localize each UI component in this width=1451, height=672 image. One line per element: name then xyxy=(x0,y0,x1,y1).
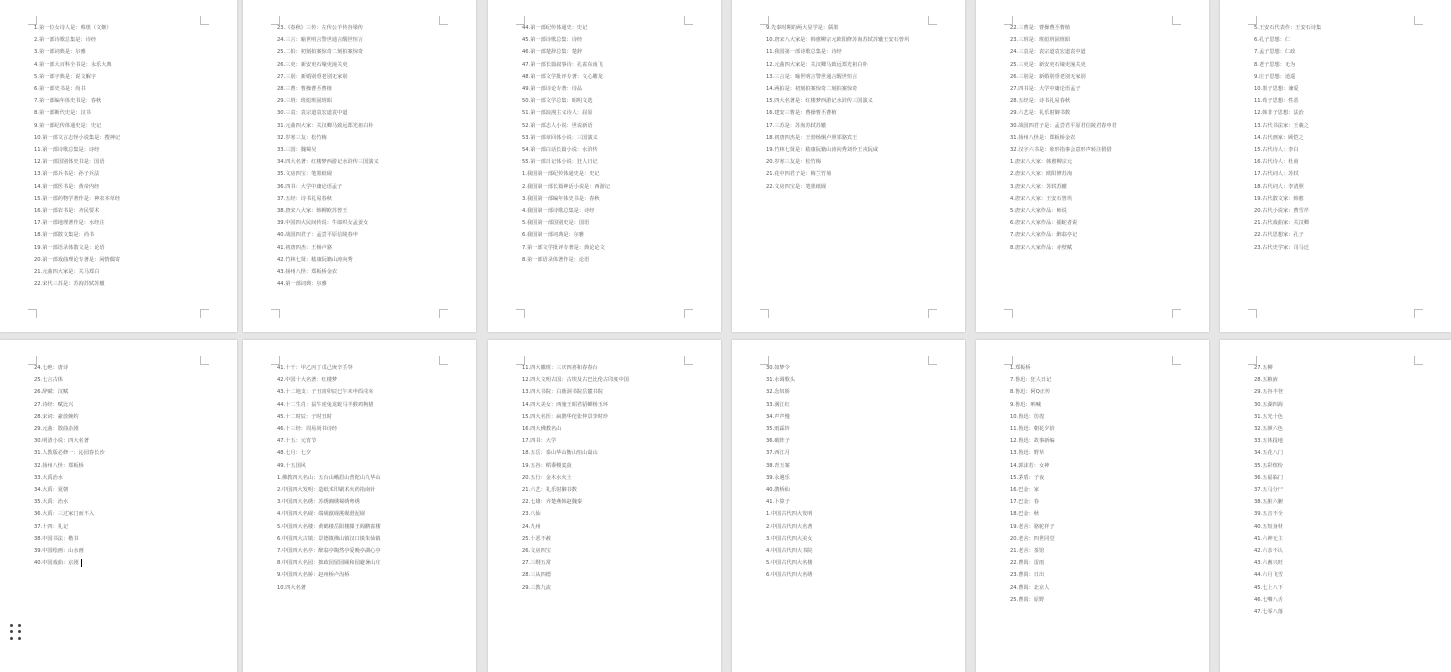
text-line: 2.我国第一部长篇神话小说是：西游记 xyxy=(522,183,610,190)
text-line: 32.岁寒三友：松竹梅 xyxy=(277,134,327,141)
text-line: 8.第一部语录体著作是：论语 xyxy=(522,256,590,263)
text-line: 11.四大徽班：三庆四喜和春春台 xyxy=(522,365,598,371)
text-line: 32.念奴娇 xyxy=(766,389,790,396)
text-line: 45.十二时辰：子时丑时 xyxy=(277,413,332,420)
text-line: 40.战国四君子：孟尝平原信陵春申 xyxy=(277,232,358,239)
text-line: 8.中国四大名园：拙政园留园颐和园避暑山庄 xyxy=(277,560,381,567)
text-line: 35.大禹：治水 xyxy=(34,499,69,506)
text-line: 18.初唐四杰是：王勃杨炯卢照邻骆宾王 xyxy=(766,134,858,141)
text-line: 13.四大书院：白鹿洞书院岳麓书院 xyxy=(522,389,603,396)
text-line: 36.破阵子 xyxy=(766,438,790,445)
text-line: 27.三别：新婚别垂老别无家别 xyxy=(277,73,348,80)
text-line: 38.中国书法：楷书 xyxy=(34,535,79,542)
text-line: 25.七言古体 xyxy=(34,377,63,384)
text-line: 20.岁寒三友是：松竹梅 xyxy=(766,159,821,166)
text-line: 3.中国四大名绣：苏绣湘绣蜀绣粤绣 xyxy=(277,499,360,506)
text-line: 15.四大名著是：红楼梦西游记水浒传三国演义 xyxy=(766,98,873,105)
crop-mark xyxy=(684,309,693,318)
text-line: 12.四大文明古国：古埃及古巴比伦古印度中国 xyxy=(522,377,629,384)
crop-mark xyxy=(1172,309,1181,318)
text-line: 44.第一部词典：尔雅 xyxy=(277,281,327,288)
page-text[interactable] xyxy=(522,362,695,594)
text-line: 3.我国第一部编年体史书是：春秋 xyxy=(522,195,600,202)
text-line: 15.四大名医：扁鹊华佗张仲景李时珍 xyxy=(522,413,609,420)
text-line: 37.五经：诗书礼易春秋 xyxy=(277,195,332,202)
text-line: 39.中国四大民间传说：牛郎织女孟姜女 xyxy=(277,220,369,227)
text-line: 37.西江月 xyxy=(766,450,790,457)
text-line: 44.第一部纪传体通史：史记 xyxy=(522,25,588,31)
text-line: 18.第一部散文集是：尚书 xyxy=(34,232,95,239)
text-line: 23.曹禺：日出 xyxy=(1010,572,1045,579)
text-line: 6.我国第一部词典是：尔雅 xyxy=(522,232,585,239)
text-line: 50.第一部文学总集：昭明文选 xyxy=(522,98,593,105)
text-line: 17.四书：大学 xyxy=(522,438,557,445)
text-line: 19.竹林七贤是：嵇康阮籍山涛向秀刘伶王戎阮咸 xyxy=(766,147,879,154)
text-line: 24.七绝：唐诗 xyxy=(34,365,69,371)
text-line: 45.七上八下 xyxy=(1254,584,1283,591)
text-line: 10.鲁迅：彷徨 xyxy=(1010,413,1045,420)
text-line: 9.鲁迅：呐喊 xyxy=(1010,401,1041,408)
document-page-5[interactable] xyxy=(976,0,1209,332)
text-line: 7.鲁迅：狂人日记 xyxy=(1010,377,1052,384)
text-line: 27.四书是：大学中庸论语孟子 xyxy=(1010,86,1081,93)
crop-mark xyxy=(1414,309,1423,318)
text-line: 17.第一部地理著作是：水经注 xyxy=(34,220,105,227)
text-line: 2.第一部诗歌总集是：诗经 xyxy=(34,37,97,44)
text-line: 38.青玉案 xyxy=(766,462,790,469)
text-line: 43.十二地支：子丑寅卯辰巳午未申酉戌亥 xyxy=(277,389,374,396)
text-line: 20.第一部戏曲理论专著是：闲情偶寄 xyxy=(34,256,121,263)
text-line: 36.五福临门 xyxy=(1254,474,1283,481)
text-line: 13.古代书法家：王羲之 xyxy=(1254,122,1309,129)
text-line: 21.老舍：茶馆 xyxy=(1010,548,1045,555)
page-text[interactable] xyxy=(277,362,450,594)
text-line: 8.第一部断代史是：汉书 xyxy=(34,110,91,117)
text-line: 16.四大佛教名山 xyxy=(522,426,562,433)
text-line: 24.三言：喻世明言警世通言醒世恒言 xyxy=(277,37,364,44)
text-line: 10.墨子思想：兼爱 xyxy=(1254,86,1299,93)
text-line: 46.第一部楚辞总集：楚辞 xyxy=(522,49,583,56)
text-line: 30.三袁：袁宗道袁宏道袁中道 xyxy=(277,110,348,117)
text-line: 22.三曹是：曹操曹丕曹植 xyxy=(1010,25,1071,31)
text-line: 5.唐宋八大家作品：师说 xyxy=(1010,208,1067,215)
text-line: 4.我国第一部诗歌总集是：诗经 xyxy=(522,208,595,215)
text-line: 31.元曲四大家：关汉卿马致远郑光祖白朴 xyxy=(277,122,374,129)
text-line: 49.第一部诗论专著：诗品 xyxy=(522,86,583,93)
text-line: 18.五岳：泰山华山衡山恒山嵩山 xyxy=(522,450,598,457)
page-text[interactable] xyxy=(34,22,211,290)
text-line: 3.唐宋八大家：苏轼苏辙 xyxy=(1010,183,1067,190)
drag-dot xyxy=(10,624,13,627)
text-line: 27.三纲五常 xyxy=(522,560,551,567)
text-line: 29.六艺是：礼乐射御书数 xyxy=(1010,110,1071,117)
text-line: 5.中国古代四大名楼 xyxy=(766,560,813,567)
text-line: 53.第一部章回体小说：三国演义 xyxy=(522,134,598,141)
text-line: 37.十四：礼记 xyxy=(34,523,69,530)
text-line: 27.诗经：赋比兴 xyxy=(34,401,74,408)
text-line: 38.五脏六腑 xyxy=(1254,499,1283,506)
drag-dot xyxy=(10,630,13,633)
crop-mark xyxy=(1004,309,1013,318)
text-line: 12.元曲四大家是：关汉卿马致远郑光祖白朴 xyxy=(766,61,868,68)
text-line: 45.第一部诗歌总集：诗经 xyxy=(522,37,583,44)
drag-dot xyxy=(18,630,21,633)
text-line: 20.老舍：四世同堂 xyxy=(1010,535,1055,542)
text-line: 31.五光十色 xyxy=(1254,413,1283,420)
text-line: 42.竹林七贤：嵇康阮籍山涛向秀 xyxy=(277,256,353,263)
text-line: 12.第一部国别体史书是：国语 xyxy=(34,159,105,166)
text-line: 25.十恶不赦 xyxy=(522,535,551,542)
document-page-7[interactable] xyxy=(0,340,237,672)
text-line: 10.四大名著 xyxy=(277,584,306,591)
text-line: 5.第一部字典是：说文解字 xyxy=(34,73,97,80)
page-text[interactable] xyxy=(34,362,211,569)
text-line: 16.巴金：家 xyxy=(1010,487,1039,494)
document-page-10[interactable] xyxy=(732,340,965,672)
document-page-1[interactable] xyxy=(0,0,237,332)
crop-mark xyxy=(28,309,37,318)
text-line: 10.唐宋八大家是：韩愈柳宗元欧阳修苏洵苏轼苏辙王安石曾巩 xyxy=(766,37,910,44)
text-line: 46.十三经：周易尚书诗经 xyxy=(277,426,338,433)
text-line: 15.茅盾：子夜 xyxy=(1010,474,1045,481)
text-line: 41.六神无主 xyxy=(1254,535,1283,542)
text-line: 41.十干：甲乙丙丁戊己庚辛壬癸 xyxy=(277,365,353,371)
text-line: 1.中国古代四大发明 xyxy=(766,511,813,518)
text-cursor xyxy=(81,559,82,567)
text-line: 17.三苏是：苏洵苏轼苏辙 xyxy=(766,122,827,129)
text-line: 26.三吏：新安吏石壕吏潼关吏 xyxy=(277,61,348,68)
text-line: 19.老舍：骆驼祥子 xyxy=(1010,523,1055,530)
text-line: 44.十二生肖：鼠牛虎兔龙蛇马羊猴鸡狗猪 xyxy=(277,401,374,408)
text-line: 22.宋代三苏是：苏洵苏轼苏辙 xyxy=(34,281,105,288)
text-line: 3.中国古代四大美女 xyxy=(766,535,813,542)
text-line: 21.古代戏曲家：关汉卿 xyxy=(1254,220,1309,227)
text-line: 2.中国四大发明：造纸术印刷术火药指南针 xyxy=(277,487,376,494)
text-line: 19.五谷：稻黍稷麦菽 xyxy=(522,462,572,469)
text-line: 43.扬州八怪：郑板桥金农 xyxy=(277,269,338,276)
text-line: 32.扬州八怪：郑板桥 xyxy=(34,462,84,469)
text-line: 1.郑板桥 xyxy=(1010,365,1031,371)
text-line: 5.王安石代表作：王安石诗集 xyxy=(1254,25,1322,31)
text-line: 37.五马分尸 xyxy=(1254,487,1283,494)
text-line: 33.三国：魏蜀吴 xyxy=(277,147,317,154)
text-line: 30.明清小说：四大名著 xyxy=(34,438,89,445)
text-line: 8.唐宋八大家作品：赤壁赋 xyxy=(1010,244,1073,251)
text-line: 6.唐宋八大家作品：捕蛇者说 xyxy=(1010,220,1078,227)
text-line: 28.五经是：诗书礼易春秋 xyxy=(1010,98,1071,105)
page-text[interactable] xyxy=(1010,362,1183,606)
text-line: 12.鲁迅：故事新编 xyxy=(1010,438,1055,445)
text-line: 21.花中四君子是：梅兰竹菊 xyxy=(766,171,832,178)
text-line: 36.四书：大学中庸论语孟子 xyxy=(277,183,343,190)
text-line: 8.鲁迅：阿Q正传 xyxy=(1010,389,1051,396)
text-line: 42.六亲不认 xyxy=(1254,548,1283,555)
crop-mark xyxy=(1248,309,1257,318)
text-line: 13.三言是：喻世明言警世通言醒世恒言 xyxy=(766,73,858,80)
text-line: 25.三吏是：新安吏石壕吏潼关吏 xyxy=(1010,61,1086,68)
drag-handle-icon[interactable] xyxy=(10,624,22,640)
text-line: 7.唐宋八大家作品：醉翁亭记 xyxy=(1010,232,1078,239)
text-line: 49.十五国风 xyxy=(277,462,306,469)
text-line: 15.古代诗人：李白 xyxy=(1254,147,1299,154)
text-line: 29.五谷丰登 xyxy=(1254,389,1283,396)
text-line: 17.巴金：春 xyxy=(1010,499,1039,506)
text-line: 22.文房四宝是：笔墨纸砚 xyxy=(766,183,827,190)
text-line: 52.第一部志人小说：世说新语 xyxy=(522,122,593,129)
text-line: 11.我国第一部诗歌总集是：诗经 xyxy=(766,49,842,56)
document-page-2[interactable] xyxy=(243,0,476,332)
text-line: 28.宋词：豪放婉约 xyxy=(34,413,79,420)
text-line: 34.大禹：夏朝 xyxy=(34,487,69,494)
text-line: 33.大禹治水 xyxy=(34,474,63,481)
text-line: 29.元曲：散曲杂剧 xyxy=(34,426,79,433)
text-line: 42.中国十大名著：红楼梦 xyxy=(277,377,338,384)
text-line: 14.四大美女：西施王昭君貂蝉杨玉环 xyxy=(522,401,609,408)
drag-dot xyxy=(18,624,21,627)
text-line: 54.第一部白话长篇小说：水浒传 xyxy=(522,147,598,154)
text-line: 26.文房四宝 xyxy=(522,548,551,555)
text-line: 11.荀子思想：性恶 xyxy=(1254,98,1299,105)
text-line: 34.声声慢 xyxy=(766,413,790,420)
text-line: 11.鲁迅：朝花夕拾 xyxy=(1010,426,1055,433)
text-line: 35.雨霖铃 xyxy=(766,426,790,433)
text-line: 55.第一部日记体小说：狂人日记 xyxy=(522,159,598,166)
text-line: 26.三别是：新婚别垂老别无家别 xyxy=(1010,73,1086,80)
crop-mark xyxy=(760,309,769,318)
text-line: 18.古代词人：李清照 xyxy=(1254,183,1304,190)
text-line: 4.第一部大百科全书是：永乐大典 xyxy=(34,61,112,68)
text-line: 30.五湖四海 xyxy=(1254,401,1283,408)
text-line: 14.两拍是：初刻拍案惊奇二刻拍案惊奇 xyxy=(766,86,858,93)
document-page-11[interactable] xyxy=(976,340,1209,672)
text-line: 7.中国四大名亭：醉翁亭陶然亭爱晚亭湖心亭 xyxy=(277,548,381,555)
text-line: 20.五行：金木水火土 xyxy=(522,474,572,481)
page-text[interactable] xyxy=(277,22,450,290)
text-line: 40.中国戏曲：京剧 xyxy=(34,557,211,569)
text-line: 8.老子思想：无为 xyxy=(1254,61,1296,68)
text-line: 7.第一部编年体史书是：春秋 xyxy=(34,98,102,105)
text-line: 32.汉字六书是：象形指事会意形声转注假借 xyxy=(1010,147,1112,154)
text-line: 6.第一部史书是：尚书 xyxy=(34,86,86,93)
text-line: 26.辞赋：汉赋 xyxy=(34,389,69,396)
text-line: 27.五柳 xyxy=(1254,365,1273,371)
text-line: 28.五粮液 xyxy=(1254,377,1278,384)
text-line: 10.第一部文言志怪小说集是：搜神记 xyxy=(34,134,121,141)
crop-mark xyxy=(439,309,448,318)
text-line: 31.扬州八怪是：郑板桥金农 xyxy=(1010,134,1076,141)
text-line: 41.初唐四杰：王杨卢骆 xyxy=(277,244,332,251)
document-page-8[interactable] xyxy=(243,340,476,672)
text-line: 1.第一位女诗人是：蔡琰（文姬） xyxy=(34,25,112,31)
page-text[interactable] xyxy=(522,22,695,266)
text-line: 34.四大名著：红楼梦西游记水浒传三国演义 xyxy=(277,159,379,166)
crop-mark xyxy=(928,309,937,318)
text-line: 16.古代诗人：杜甫 xyxy=(1254,159,1299,166)
text-line: 47.七零八落 xyxy=(1254,609,1283,616)
document-page-9[interactable] xyxy=(488,340,721,672)
text-line: 23.《春秋》三传：左传公羊传谷梁传 xyxy=(277,25,364,31)
text-line: 31.水调歌头 xyxy=(766,377,795,384)
text-line: 15.第一部药物学著作是：神农本草经 xyxy=(34,195,121,202)
text-line: 47.十五：元宵节 xyxy=(277,438,317,445)
text-line: 1.我国第一部纪传体通史是：史记 xyxy=(522,171,600,178)
text-line: 22.七雄：齐楚燕韩赵魏秦 xyxy=(522,499,583,506)
text-line: 13.第一部兵书是：孙子兵法 xyxy=(34,171,100,178)
page-text[interactable] xyxy=(766,362,939,582)
page-text[interactable] xyxy=(1254,22,1425,254)
text-line: 33.满江红 xyxy=(766,401,790,408)
text-line: 5.我国第一部国别史是：国语 xyxy=(522,220,590,227)
text-line: 19.第一部语录体散文是：论语 xyxy=(34,244,105,251)
text-line: 44.六月飞雪 xyxy=(1254,572,1283,579)
text-line: 3.第一部词典是：尔雅 xyxy=(34,49,86,56)
text-line: 11.第一部诗歌总集是：诗经 xyxy=(34,147,100,154)
text-line: 25.二拍：初刻拍案惊奇二刻拍案惊奇 xyxy=(277,49,364,56)
crop-mark xyxy=(271,309,280,318)
text-line: 19.古代散文家：韩愈 xyxy=(1254,195,1304,202)
text-line: 9.中国四大名桥：赵州桥卢沟桥 xyxy=(277,572,350,579)
text-line: 21.元曲四大家是：关马郑白 xyxy=(34,269,100,276)
document-page-4[interactable] xyxy=(732,0,965,332)
text-line: 16.建安三曹是：曹操曹丕曹植 xyxy=(766,110,837,117)
text-line: 9.庄子思想：逍遥 xyxy=(1254,73,1296,80)
text-line: 9.第一部纪传体通史是：史记 xyxy=(34,122,102,129)
text-line: 39.永遇乐 xyxy=(766,474,790,481)
text-line: 14.郭沫若：女神 xyxy=(1010,462,1050,469)
text-line: 25.曹禺：原野 xyxy=(1010,596,1045,603)
text-line: 2.中国古代四大名著 xyxy=(766,523,813,530)
text-line: 24.曹禺：北京人 xyxy=(1010,584,1050,591)
text-line: 47.第一部长篇叙事诗：孔雀东南飞 xyxy=(522,61,603,68)
text-line: 39.五音不全 xyxy=(1254,511,1283,518)
text-line: 23.三班是：班彪班固班昭 xyxy=(1010,37,1071,44)
text-line: 6.孔子思想：仁 xyxy=(1254,37,1291,44)
text-line: 23.古代史学家：司马迁 xyxy=(1254,244,1309,251)
crop-mark xyxy=(200,309,209,318)
drag-dot xyxy=(18,637,21,640)
text-line: 39.中国绘画：山水画 xyxy=(34,548,84,555)
text-line: 6.中国古代四大名绣 xyxy=(766,572,813,579)
crop-mark xyxy=(516,309,525,318)
text-line: 32.五颜六色 xyxy=(1254,426,1283,433)
page-text[interactable] xyxy=(766,22,939,193)
text-line: 29.三班：班彪班固班昭 xyxy=(277,98,332,105)
text-line: 22.古代思想家：孔子 xyxy=(1254,232,1304,239)
text-line: 1.佛教四大名山：五台山峨眉山普陀山九华山 xyxy=(277,474,381,481)
text-line: 31.人教版必修一：沁园春长沙 xyxy=(34,450,105,457)
text-line: 51.第一部浪漫主义诗人：屈原 xyxy=(522,110,593,117)
drag-dot xyxy=(10,637,13,640)
text-line: 33.五体投地 xyxy=(1254,438,1283,445)
text-line: 1.唐宋八大家：韩愈柳宗元 xyxy=(1010,159,1073,166)
text-line: 40.五短身材 xyxy=(1254,523,1283,530)
text-line: 23.八仙 xyxy=(522,511,541,518)
text-line: 48.第一部文学批评专著：文心雕龙 xyxy=(522,73,603,80)
text-line: 18.巴金：秋 xyxy=(1010,511,1039,518)
text-line: 29.三教九流 xyxy=(522,584,551,591)
page-text[interactable] xyxy=(1010,22,1183,254)
text-line: 7.孟子思想：仁政 xyxy=(1254,49,1296,56)
text-line: 28.三从四德 xyxy=(522,572,551,579)
text-line: 30.战国四君子是：孟尝君平原君信陵君春申君 xyxy=(1010,122,1117,129)
text-line: 2.唐宋八大家：欧阳修苏洵 xyxy=(1010,171,1073,178)
text-line: 14.古代画家：顾恺之 xyxy=(1254,134,1304,141)
text-line: 48.七月：七夕 xyxy=(277,450,312,457)
text-line: 16.第一部农书是：齐民要术 xyxy=(34,208,100,215)
text-line: 38.唐宋八大家：韩柳欧苏曾王 xyxy=(277,208,348,215)
text-line: 24.九州 xyxy=(522,523,541,530)
text-line: 22.曹禺：雷雨 xyxy=(1010,560,1045,567)
text-line: 9.先秦时期的两大显学是：儒墨 xyxy=(766,25,839,31)
text-line: 40.鹊桥仙 xyxy=(766,487,790,494)
text-line: 36.大禹：三过家门而不入 xyxy=(34,511,95,518)
text-line: 6.中国四大古镇：景德镇佛山镇汉口镇朱仙镇 xyxy=(277,535,381,542)
text-line: 7.第一部文学批评专著是：典论论文 xyxy=(522,244,605,251)
text-line: 43.六畜兴旺 xyxy=(1254,560,1283,567)
text-line: 21.六艺：礼乐射御书数 xyxy=(522,487,577,494)
document-page-12[interactable] xyxy=(1220,340,1451,672)
text-line: 28.三曹：曹操曹丕曹植 xyxy=(277,86,332,93)
page-text[interactable] xyxy=(1254,362,1425,618)
text-line: 4.唐宋八大家：王安石曾巩 xyxy=(1010,195,1073,202)
text-line: 30.如梦令 xyxy=(766,365,790,371)
document-page-3[interactable] xyxy=(488,0,721,332)
text-line: 12.韩非子思想：法治 xyxy=(1254,110,1304,117)
text-line: 41.卜算子 xyxy=(766,499,790,506)
text-line: 35.五彩缤纷 xyxy=(1254,462,1283,469)
text-line: 24.三袁是：袁宗道袁宏道袁中道 xyxy=(1010,49,1086,56)
text-line: 4.中国古代四大书院 xyxy=(766,548,813,555)
text-line: 14.第一部医书是：黄帝内经 xyxy=(34,183,100,190)
text-line: 17.古代词人：苏轼 xyxy=(1254,171,1299,178)
text-line: 35.文房四宝：笔墨纸砚 xyxy=(277,171,332,178)
document-page-6[interactable] xyxy=(1220,0,1451,332)
text-line: 34.五花八门 xyxy=(1254,450,1283,457)
text-line: 4.中国四大名砚：端砚歙砚洮砚澄泥砚 xyxy=(277,511,365,518)
text-line: 46.七嘴八舌 xyxy=(1254,596,1283,603)
text-line: 20.古代小说家：曹雪芹 xyxy=(1254,208,1309,215)
text-line: 13.鲁迅：野草 xyxy=(1010,450,1045,457)
text-line: 5.中国四大名楼：黄鹤楼岳阳楼滕王阁鹳雀楼 xyxy=(277,523,381,530)
